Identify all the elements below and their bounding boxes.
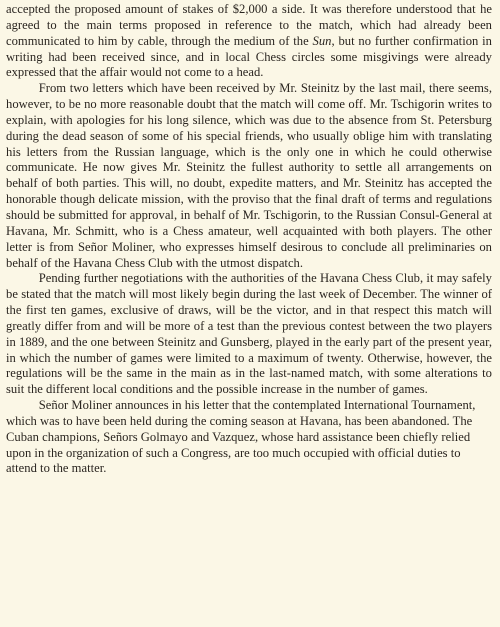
paragraph-1-text-1: accepted the proposed amount of stakes of $2,000 a side. It was therefore understood that he agreed to the main terms proposed in reference to the match, which had already been communicated to him by cable, through the medium of the: [6, 2, 492, 48]
paragraph-4-text: Señor Moliner announces in his letter that the contemplated International Tournament, which was to have been held during the coming season at Havana, has been abandoned. The Cuban champions, Señors Golmayo and Vazquez, whose hard assistance been chiefly relied upon in the organization of such a Congress, are too much occupied with official duties to attend to the matter.: [6, 398, 476, 476]
paragraph-2-text: From two letters which have been received by Mr. Steinitz by the last mail, there seems, however, to be no more reasonable doubt that the match will come off. Mr. Tschigorin writes to explain, with apologies for his long silence, which was due to the absence from St. Petersburg during the dead season of some of his special friends, who usually oblige him with translating his letters from the Russian language, which is the only one in which he could otherwise communicate. He now gives Mr. Steinitz the fullest authority to settle all arrangements on behalf of both parties. This will, no doubt, expedite matters, and Mr. Steinitz has accepted the honorable though delicate mission, with the proviso that the final draft of terms and regulations should be submitted for approval, in behalf of Mr. Tschigorin, to the Russian Consul-General at Havana, Mr. Schmitt, who is a Chess amateur, well acquainted with both players. The other letter is from Señor Moliner, who expresses himself desirous to conclude all preliminaries on behalf of the Havana Chess Club with the utmost dispatch.: [6, 81, 492, 270]
paragraph-4: [6, 398, 492, 477]
paragraph-1-text-2: , but no further confirmation in writing had been received since, and in local Chess circles some misgivings were already expressed that the affair would not come to a head.: [6, 33, 492, 80]
paragraph-2: [6, 81, 492, 271]
newspaper-title-sun: Sun: [312, 33, 332, 48]
paragraph-3-text: Pending further negotiations with the authorities of the Havana Chess Club, it may safely be stated that the match will most likely begin during the last week of December. The winner of the first ten games, exclusive of draws, will be the victor, and in that respect this match will greatly differ from and will be more of a test than the previous contest between the two players in 1889, and the one between Steinitz and Gunsberg, played in the early part of the present year, in which the number of games were limited to a maximum of twenty. Otherwise, however, the regulations will be the same in the main as in the last-named match, with some alterations to suit the different local conditions and the possible increase in the number of games.: [6, 271, 492, 397]
paragraph-1: [6, 2, 492, 81]
article-body: [6, 2, 492, 477]
paragraph-3: [6, 271, 492, 398]
